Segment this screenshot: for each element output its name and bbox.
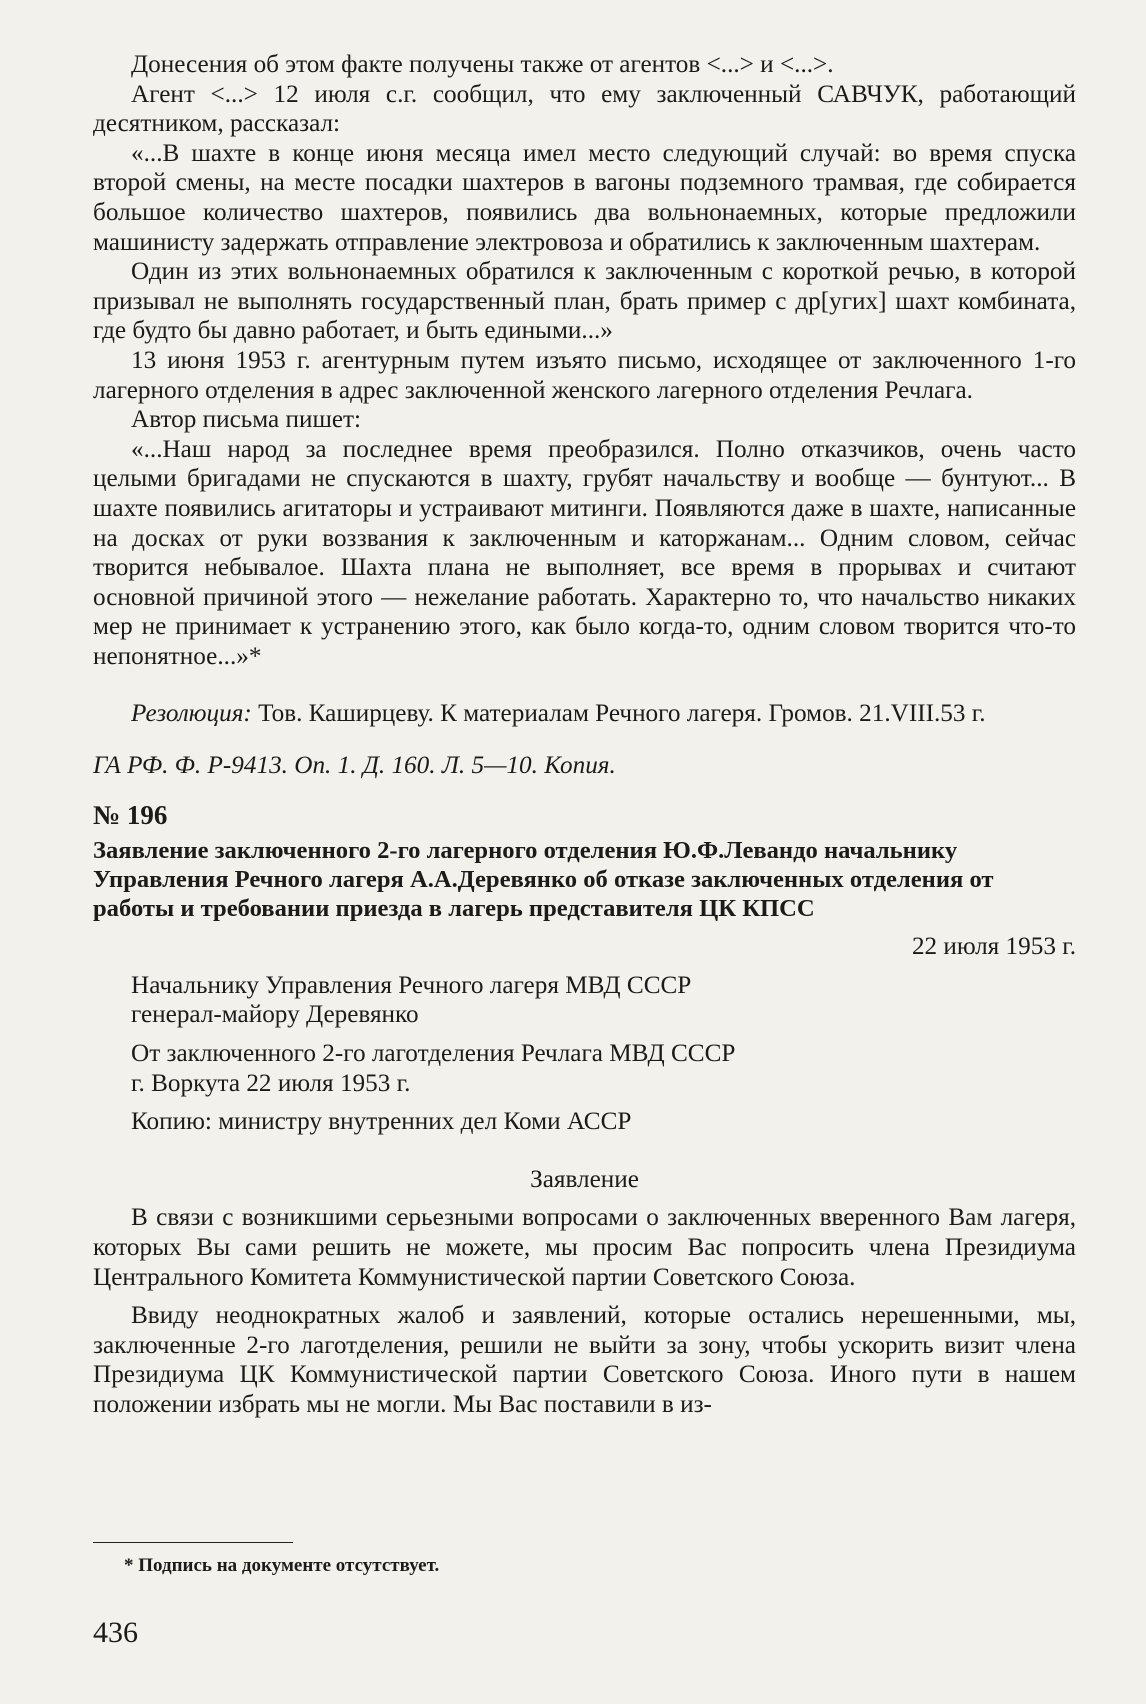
address-copy: Копию: министру внутренних дел Коми АССР — [131, 1108, 632, 1136]
address-from-line2: г. Воркута 22 июля 1953 г. — [131, 1069, 411, 1097]
main-text — [93, 50, 1076, 1420]
document-title: Заявление заключенного 2-го лагерного отделения Ю.Ф.Левандо начальнику Управления Речного лагеря А.А.Деревянко об отказе заключенных отделения от работы и требовании приезда в лагерь представителя ЦК КПСС — [93, 837, 994, 923]
resolution-text: Тов. Каширцеву. К материалам Речного лагеря. Громов. 21.VIII.53 г. — [251, 700, 986, 728]
address-to-line2: генерал-майору Деревянко — [131, 1001, 419, 1029]
paragraph-letter-seized: 13 июня 1953 г. агентурным путем изъято письмо, исходящее от заключенного 1-го лагерного отделения в адрес заключенной женского лагерного отделения Речлага. — [93, 346, 1076, 404]
document-number: № 196 — [93, 799, 168, 830]
resolution — [93, 699, 1076, 729]
quote-mine-incident: «...В шахте в конце июня месяца имел место следующий случай: во время спуска второй смены, на месте посадки шахтеров в вагоны подземного трамвая, где собирается большое количество шахтеров, появились два вольнонаемных, которые предложили машинисту задержать отправление электровоза и обратились к заключенным шахтерам. — [93, 139, 1076, 256]
page-number: 436 — [93, 1616, 138, 1649]
footnote: * Подпись на документе отсутствует. — [124, 1555, 440, 1576]
document-date: 22 июля 1953 г. — [911, 933, 1076, 961]
statement-heading: Заявление — [530, 1165, 639, 1193]
paragraph-agents-reports: Донесения об этом факте получены также от агентов <...> и <...>. — [131, 51, 834, 78]
footnote-divider — [93, 1542, 293, 1543]
quote-free-workers-speech: Один из этих вольнонаемных обратился к заключенным с короткой речью, в которой призывал не выполнять государственный план, брать пример с др[угих] шахт комбината, где будто бы давно работает, и быть едиными...» — [93, 258, 1076, 345]
statement-paragraph-2: Ввиду неоднократных жалоб и заявлений, которые остались нерешенными, мы, заключенные 2-го лаготделения, решили не выйти за зону, чтобы ускорить визит члена Президиума ЦК Коммунистической партии Советского Союза. Иного пути в нашем положении избрать мы не могли. Мы Вас поставили в из- — [93, 1302, 1076, 1418]
paragraph-agent-report: Агент <...> 12 июля с.г. сообщил, что ему заключенный САВЧУК, работающий десятником, рассказал: — [93, 80, 1076, 138]
resolution-label: Резолюция: — [131, 700, 252, 728]
archive-source: ГА РФ. Ф. Р-9413. Оп. 1. Д. 160. Л. 5—10. Копия. — [93, 752, 616, 780]
address-from-line1: От заключенного 2-го лаготделения Речлага МВД СССР — [131, 1040, 736, 1068]
paragraph-letter-author: Автор письма пишет: — [131, 406, 362, 434]
statement-paragraph-1: В связи с возникшими серьезными вопросами о заключенных вверенного Вам лагеря, которых Вы сами решить не можете, мы просим Вас попросить члена Президиума Центрального Комитета Коммунистической партии Советского Союза. — [93, 1204, 1076, 1291]
address-to-line1: Начальнику Управления Речного лагеря МВД СССР — [131, 971, 692, 999]
quote-letter: «...Наш народ за последнее время преобразился. Полно отказчиков, очень часто целыми бригадами не спускаются в шахту, грубят начальству и вообще — бунтуют... В шахте появились агитаторы и устраивают митинги. Появляются даже в шахте, написанные на досках от руки воззвания к заключенным и каторжанам... Одним словом, сейчас творится небывалое. Шахта плана не выполняет, все время в прорывах и считают основной причиной этого — нежелание работать. Характерно то, что начальство никаких мер не принимает к устранению этого, как было когда-то, одним словом творится что-то непонятное...»* — [93, 435, 1076, 670]
